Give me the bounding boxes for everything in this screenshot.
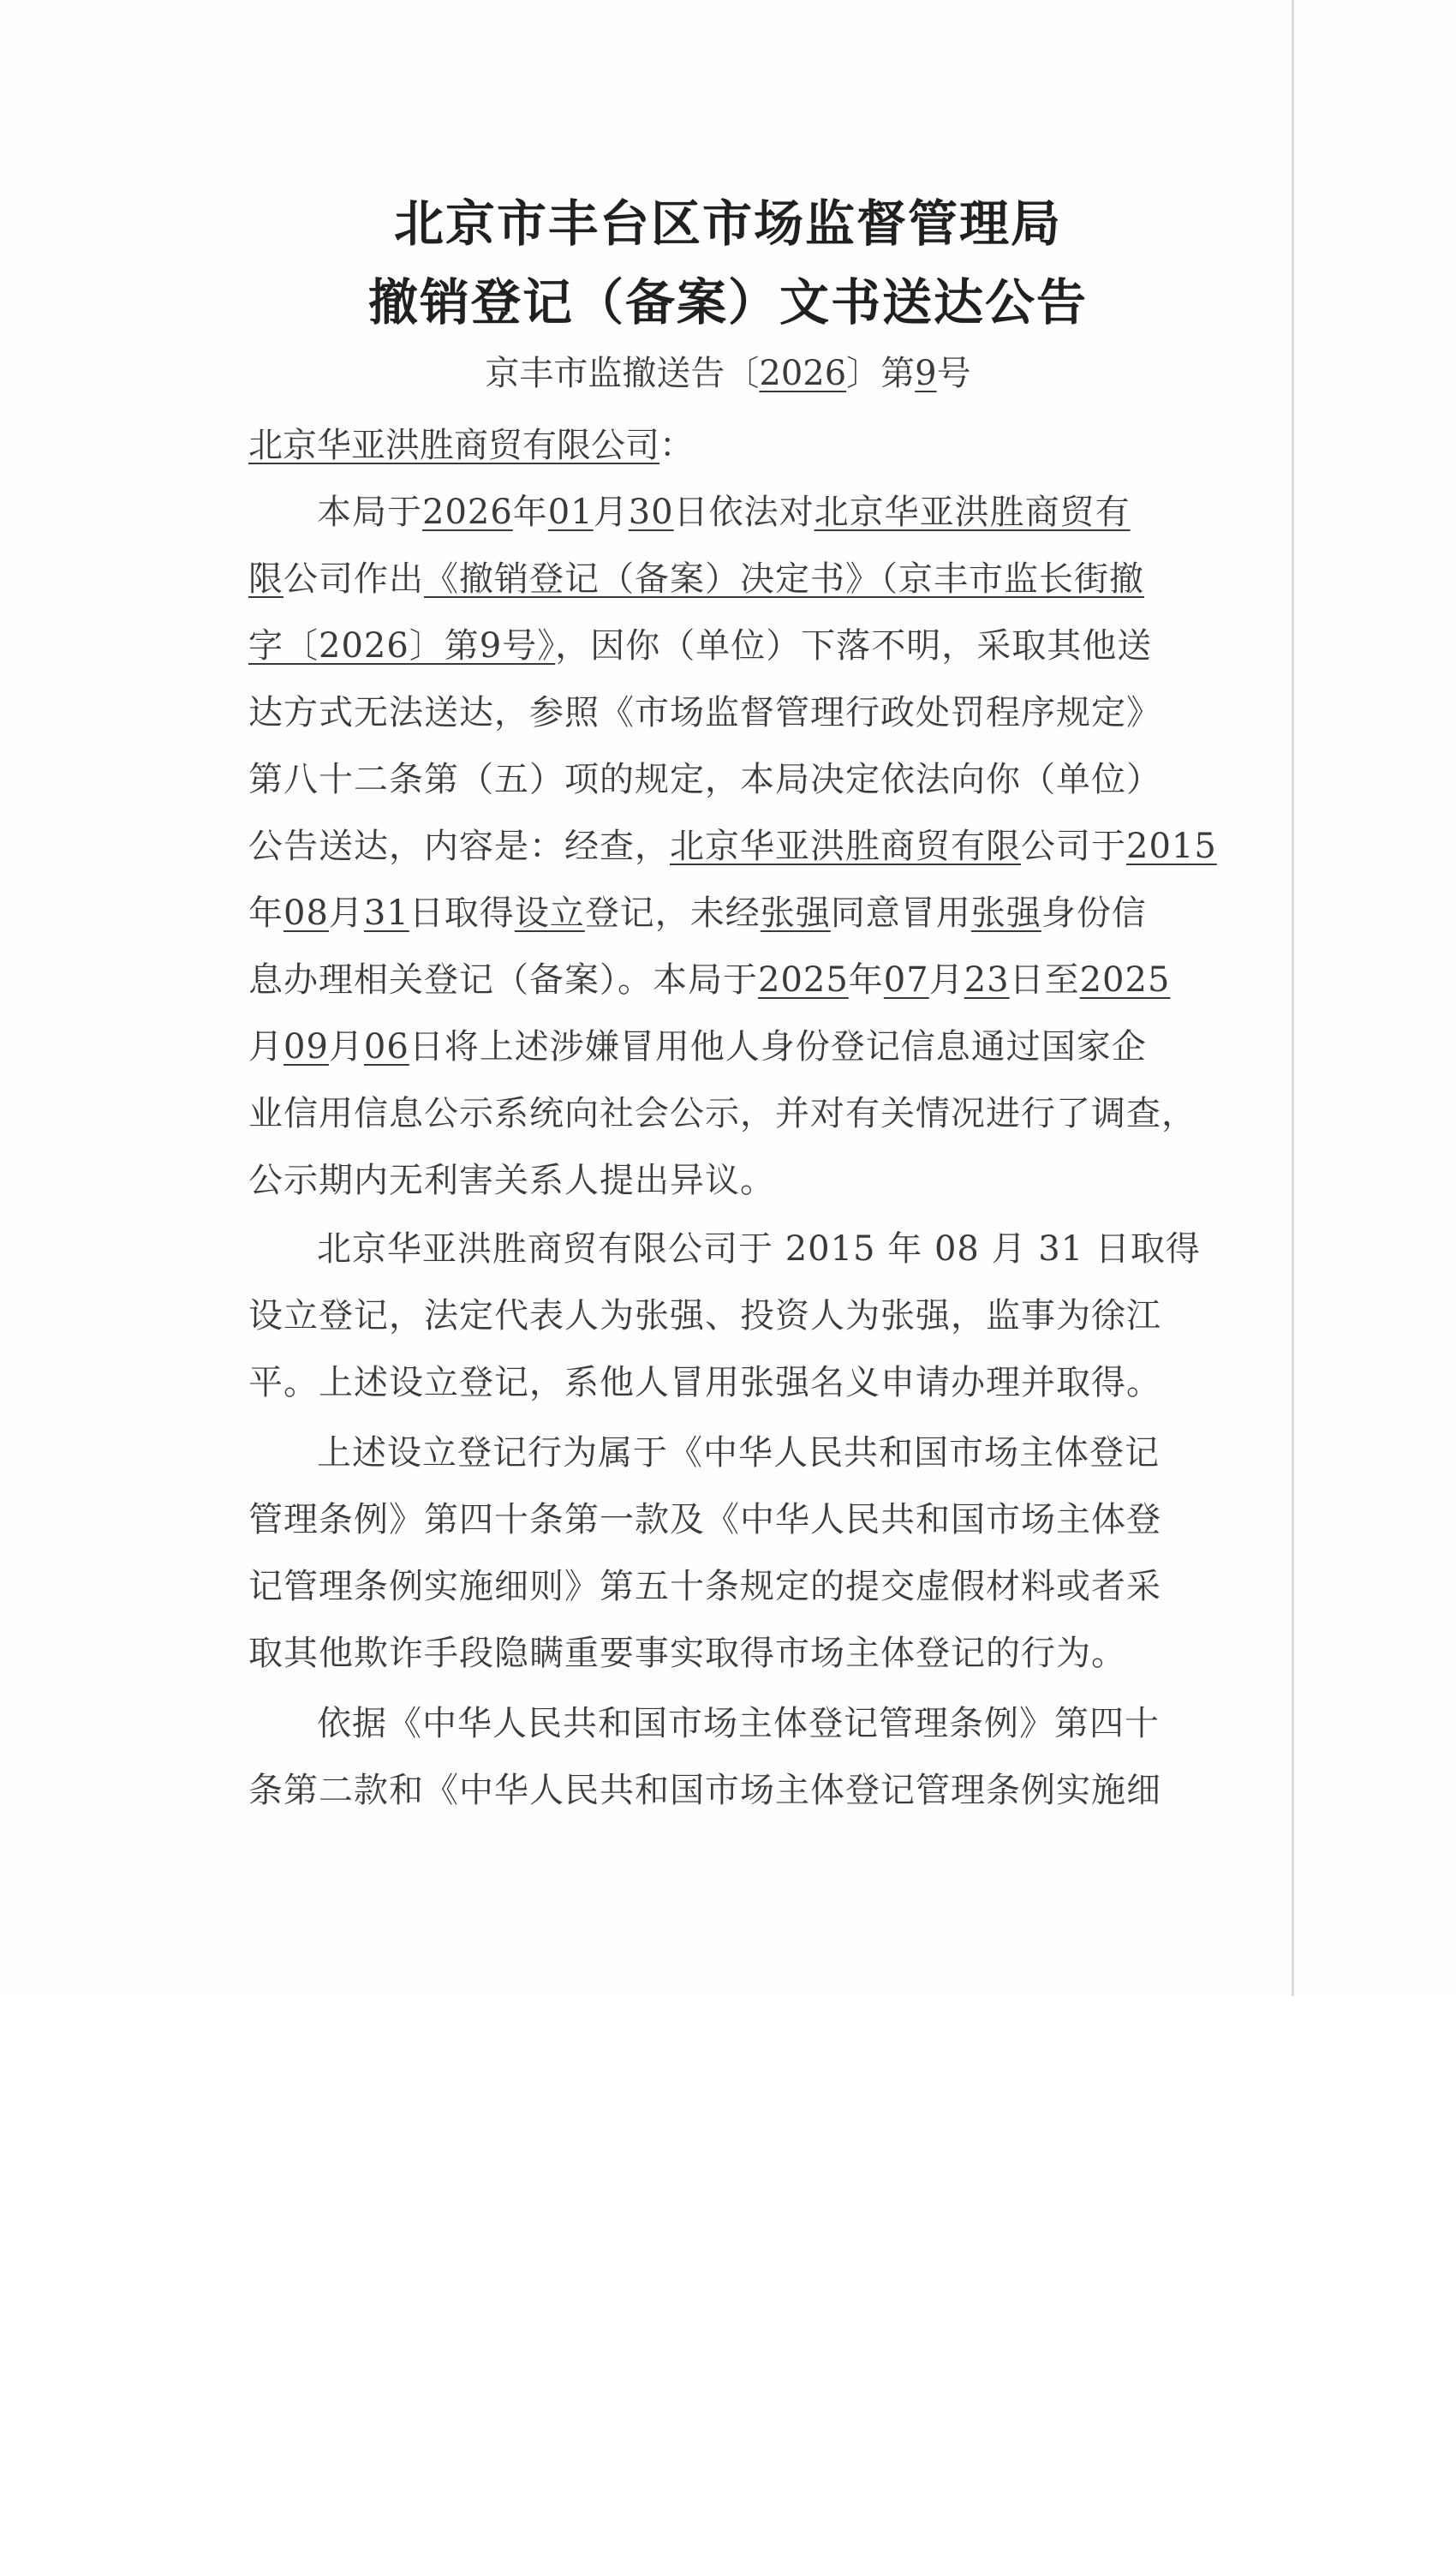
- para3-line3: 记管理条例实施细则》第五十条规定的提交虚假材料或者采: [248, 1567, 1161, 1606]
- para1-line4: 达方式无法送达，参照《市场监督管理行政处罚程序规定》: [248, 693, 1161, 732]
- text-segment: 月: [248, 1027, 283, 1067]
- text-segment: 限: [248, 559, 283, 599]
- text-segment: 号: [936, 354, 971, 393]
- text-segment: 公司作出: [283, 559, 424, 599]
- text-segment: 日取得: [409, 894, 515, 933]
- text-segment: 北京华亚洪胜商贸有限: [670, 827, 1021, 866]
- para1-line11: 公示期内无利害关系人提出异议。: [248, 1161, 775, 1200]
- para1-line7: [248, 886, 1147, 935]
- addressee-name: 北京华亚洪胜商贸有限公司: [248, 426, 659, 465]
- text-segment: 公司于: [1021, 827, 1126, 866]
- text-segment: 年: [248, 894, 283, 933]
- text-segment: 30: [628, 493, 674, 532]
- text-segment: 月: [328, 1027, 364, 1067]
- text-segment: 月: [328, 894, 364, 933]
- text-segment: 身份信: [1041, 894, 1147, 933]
- text-segment: 08: [283, 894, 329, 933]
- text-segment: 2026: [422, 493, 513, 532]
- text-segment: 2026: [759, 354, 847, 393]
- para2-line3: 平。上述设立登记，系他人冒用张强名义申请办理并取得。: [248, 1363, 1161, 1402]
- text-segment: 字〔2026〕第9号》: [248, 626, 556, 666]
- document-number: [0, 346, 1456, 395]
- text-segment: ：: [659, 426, 694, 465]
- document-title-line2: 撤销登记（备案）文书送达公告: [367, 273, 1088, 332]
- para1-line6: [248, 819, 1217, 868]
- text-segment: 日依法对: [673, 493, 815, 532]
- text-segment: 息办理相关登记（备案）。本局于: [248, 960, 758, 1000]
- para1-line2: [248, 552, 1144, 601]
- text-segment: 9: [915, 354, 937, 393]
- para1-line10: 业信用信息公示系统向社会公示，并对有关情况进行了调查，: [248, 1094, 1196, 1133]
- text-segment: 登记，未经: [584, 894, 761, 933]
- text-segment: 月: [593, 493, 629, 532]
- text-segment: 06: [363, 1027, 409, 1067]
- para4-line1: 依据《中华人民共和国市场主体登记管理条例》第四十: [317, 1704, 1160, 1743]
- text-segment: 《撤销登记（备案）决定书》（京丰市监长街撤: [424, 559, 1144, 599]
- text-segment: 2025: [1079, 960, 1171, 1000]
- document-title-line1: 北京市丰台区市场监督管理局: [393, 194, 1062, 253]
- para4-line2: 条第二款和《中华人民共和国市场主体登记管理条例实施细: [248, 1771, 1161, 1810]
- text-segment: 设立: [514, 894, 585, 933]
- text-segment: 日至: [1009, 960, 1080, 1000]
- para3-line1: 上述设立登记行为属于《中华人民共和国市场主体登记: [317, 1433, 1160, 1473]
- para3-line2: 管理条例》第四十条第一款及《中华人民共和国市场主体登: [248, 1500, 1161, 1539]
- para2-line2: 设立登记，法定代表人为张强、投资人为张强，监事为徐江: [248, 1296, 1161, 1336]
- text-segment: 北京华亚洪胜商贸有: [814, 493, 1131, 532]
- text-segment: 张强: [970, 894, 1041, 933]
- para3-line4: 取其他欺诈手段隐瞒重要事实取得市场主体登记的行为。: [248, 1634, 1126, 1673]
- para1-line8: [248, 953, 1170, 1001]
- para2-line1: 北京华亚洪胜商贸有限公司于 2015 年 08 月 31 日取得: [317, 1229, 1201, 1269]
- text-segment: 09: [283, 1027, 329, 1067]
- text-segment: 张强: [760, 894, 831, 933]
- text-segment: 〕第: [846, 354, 916, 393]
- para1-line3: [248, 619, 1152, 667]
- text-segment: 本局于: [317, 493, 422, 532]
- text-segment: 年: [848, 960, 884, 1000]
- text-segment: 月: [928, 960, 964, 1000]
- text-segment: 2025: [758, 960, 849, 1000]
- text-segment: 23: [964, 960, 1010, 1000]
- para1-line5: 第八十二条第（五）项的规定，本局决定依法向你（单位）: [248, 760, 1161, 799]
- text-segment: 01: [547, 493, 594, 532]
- text-segment: 京丰市监撤送告〔: [485, 354, 760, 393]
- text-segment: 2015: [1126, 827, 1217, 866]
- text-segment: 公告送达，内容是：经查，: [248, 827, 670, 866]
- para1-line1: [317, 485, 1131, 534]
- text-segment: 同意冒用: [830, 894, 971, 933]
- text-segment: 年: [512, 493, 548, 532]
- text-segment: 日将上述涉嫌冒用他人身份登记信息通过国家企: [409, 1027, 1147, 1067]
- addressee: [248, 418, 694, 467]
- text-segment: ，因你（单位）下落不明，采取其他送: [555, 626, 1153, 666]
- text-segment: 07: [883, 960, 929, 1000]
- text-segment: 31: [363, 894, 409, 933]
- para1-line9: [248, 1019, 1147, 1068]
